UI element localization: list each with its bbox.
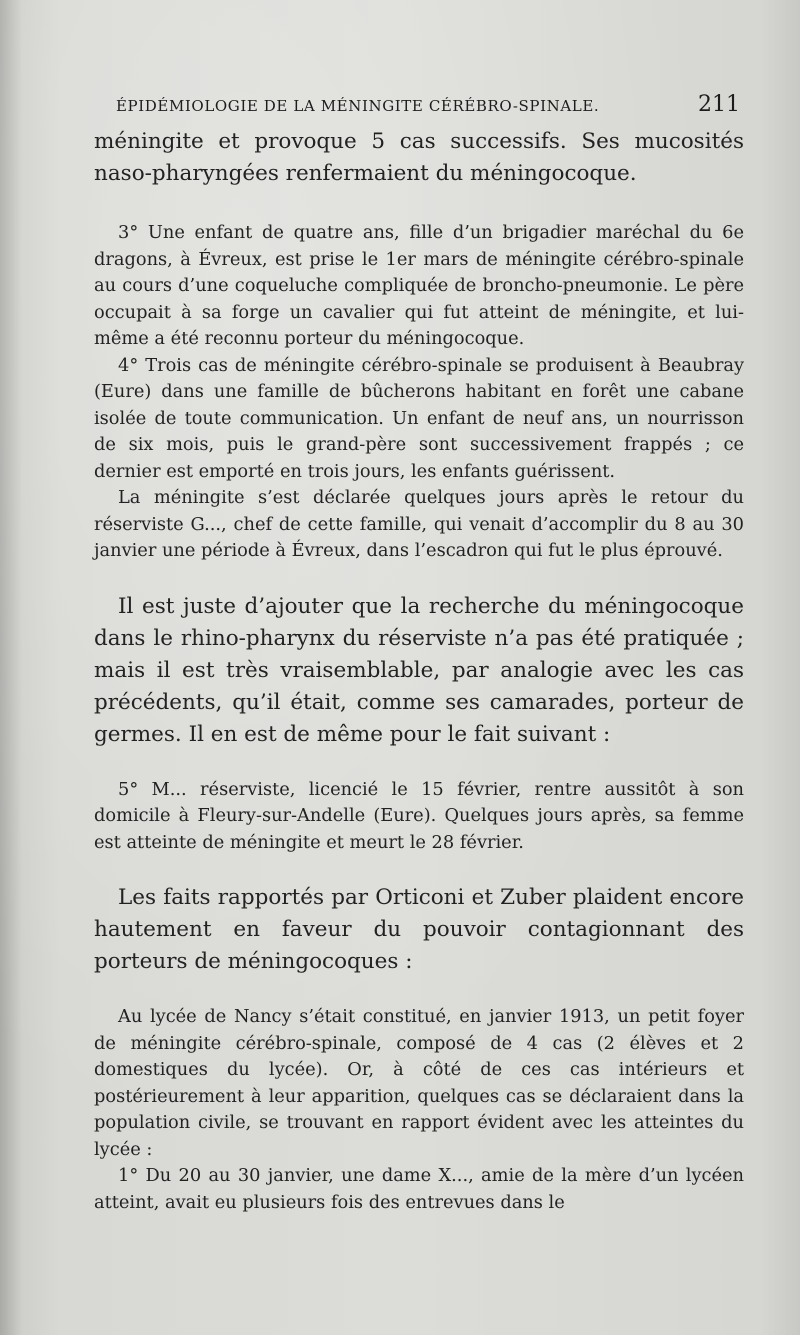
paragraph-commentary: Il est juste d’ajouter que la recherche du méningocoque dans le rhino-pharynx du réserviste n’a pas été pratiquée ; mais il est très vraisemblable, par analogie avec les cas précédents, qu’il était, comme ses camarades, porteur de germes. Il en est de même pour le fait suivant : [94, 593, 744, 747]
paragraph-case-3: 3° Une enfant de quatre ans, fille d’un brigadier maréchal du 6e dragons, à Évreux, est prise le 1er mars de méningite cérébro-spinale au cours d’une coqueluche compliquée de broncho-pneumonie. Le père occupait à sa forge un cavalier qui fut atteint de méningite, et lui-même a été reconnu porteur du méningocoque. [94, 222, 744, 349]
paragraph-case-4: 4° Trois cas de méningite cérébro-spinale se produisent à Beaubray (Eure) dans une famille de bûcherons habitant en forêt une cabane isolée de toute communication. Un enfant de neuf ans, un nourrisson de six mois, puis le grand-père sont successivement frappés ; ce dernier est emporté en trois jours, les enfants guérissent. [94, 354, 744, 482]
page-number: 211 [698, 92, 740, 117]
paragraph-continuation: méningite et provoque 5 cas successifs. Ses mucosités naso-pharyngées renfermaient du méningocoque. [94, 129, 744, 186]
page-header [116, 92, 740, 126]
paragraph-case-1-lycee: 1° Du 20 au 30 janvier, une dame X..., amie de la mère d’un lycéen atteint, avait eu plusieurs fois des entrevues dans le [94, 1165, 744, 1213]
paragraph-orticoni-zuber: Les faits rapportés par Orticoni et Zuber plaident encore hautement en faveur du pouvoir contagionnant des porteurs de méningocoques : [94, 885, 744, 974]
paragraph-lycee-nancy: Au lycée de Nancy s’était constitué, en janvier 1913, un petit foyer de méningite cérébro-spinale, composé de 4 cas (2 élèves et 2 domestiques du lycée). Or, à côté de ces cas intérieurs et postérieurement à leur apparition, quelques cas se déclaraient dans la population civile, se trouvant en rapport évident avec les atteintes du lycée : [94, 1006, 744, 1160]
running-title: ÉPIDÉMIOLOGIE DE LA MÉNINGITE CÉRÉBRO-SPINALE. [116, 97, 600, 115]
paragraph-reservist-g: La méningite s’est déclarée quelques jours après le retour du réserviste G..., chef de cette famille, qui venait d’accomplir du 8 au 30 janvier une période à Évreux, dans l’escadron qui fut le plus éprouvé. [94, 487, 744, 561]
paragraph-case-5: 5° M... réserviste, licencié le 15 février, rentre aussitôt à son domicile à Fleury-sur-Andelle (Eure). Quelques jours après, sa femme est atteinte de méningite et meurt le 28 février. [94, 778, 744, 853]
page-content [94, 92, 744, 1216]
